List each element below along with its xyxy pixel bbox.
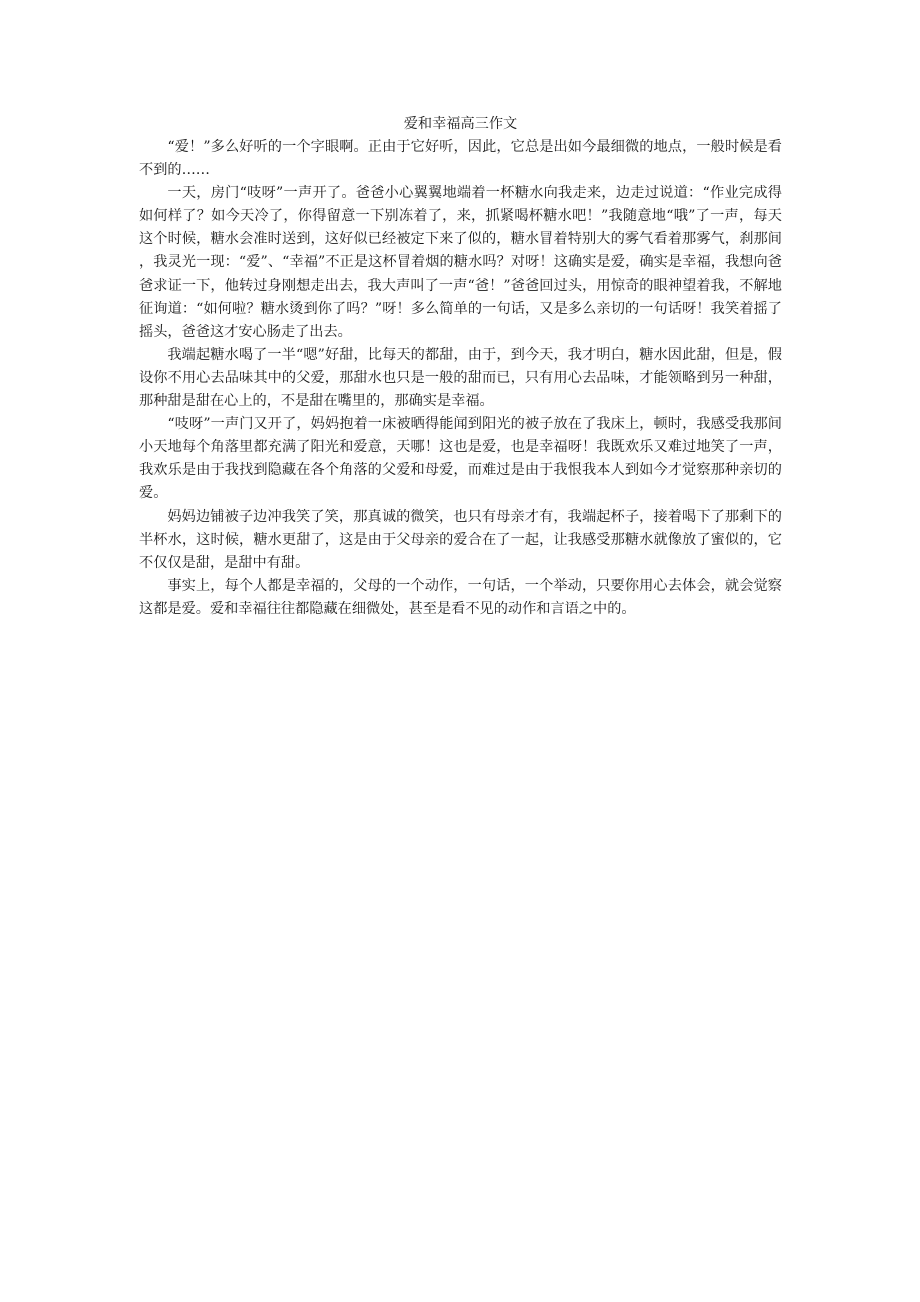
paragraph-5: 妈妈边铺被子边冲我笑了笑，那真诚的微笑，也只有母亲才有，我端起杯子，接着喝下了那剩下的半杯水，这时候，糖水更甜了，这是由于父母亲的爱合在了一起，让我感受那糖水就像放了蜜似的，它不仅仅是甜，是甜中有甜。 bbox=[139, 508, 782, 571]
document-title: 爱和幸福高三作文 bbox=[403, 116, 518, 132]
paragraph-2: 一天，房门“吱呀”一声开了。爸爸小心翼翼地端着一杯糖水向我走来，边走过说道：“作业完成得如何样了？如今天冷了，你得留意一下别冻着了，来，抓紧喝杯糖水吧！”我随意地“哦”了一声，每天这个时候，糖水会准时送到，这好似已经被定下来了似的，糖水冒着特别大的雾气看着那雾气，刹那间，我灵光一现：“爱”、“幸福”不正是这杯冒着烟的糖水吗？对呀！这确实是爱，确实是幸福，我想向爸爸求证一下，他转过身刚想走出去，我大声叫了一声“爸！”爸爸回过头，用惊奇的眼神望着我，不解地征询道：“如何啦？糖水烫到你了吗？”呀！多么简单的一句话，又是多么亲切的一句话呀！我笑着摇了摇头，爸爸这才安心肠走了出去。 bbox=[139, 185, 782, 340]
paragraph-6: 事实上，每个人都是幸福的，父母的一个动作，一句话，一个举动，只要你用心去体会，就会觉察这都是爱。爱和幸福往往都隐藏在细微处，甚至是看不见的动作和言语之中的。 bbox=[139, 577, 782, 617]
paragraph-4: “吱呀”一声门又开了，妈妈抱着一床被晒得能闻到阳光的被子放在了我床上，顿时，我感受我那间小天地每个角落里都充满了阳光和爱意，天哪！这也是爱，也是幸福呀！我既欢乐又难过地笑了一声，我欢乐是由于我找到隐藏在各个角落的父爱和母爱，而难过是由于我恨我本人到如今才觉察那种亲切的爱。 bbox=[139, 416, 782, 502]
paragraph-3: 我端起糖水喝了一半“嗯”好甜，比每天的都甜，由于，到今天，我才明白，糖水因此甜，但是，假设你不用心去品味其中的父爱，那甜水也只是一般的甜而已，只有用心去品味，才能领略到另一种甜，那种甜是甜在心上的，不是甜在嘴里的，那确实是幸福。 bbox=[139, 346, 782, 410]
paragraph-1: “爱！”多么好听的一个字眼啊。正由于它好听，因此，它总是出如今最细微的地点，一般时候是看不到的…… bbox=[139, 139, 782, 179]
document-body bbox=[139, 113, 782, 621]
